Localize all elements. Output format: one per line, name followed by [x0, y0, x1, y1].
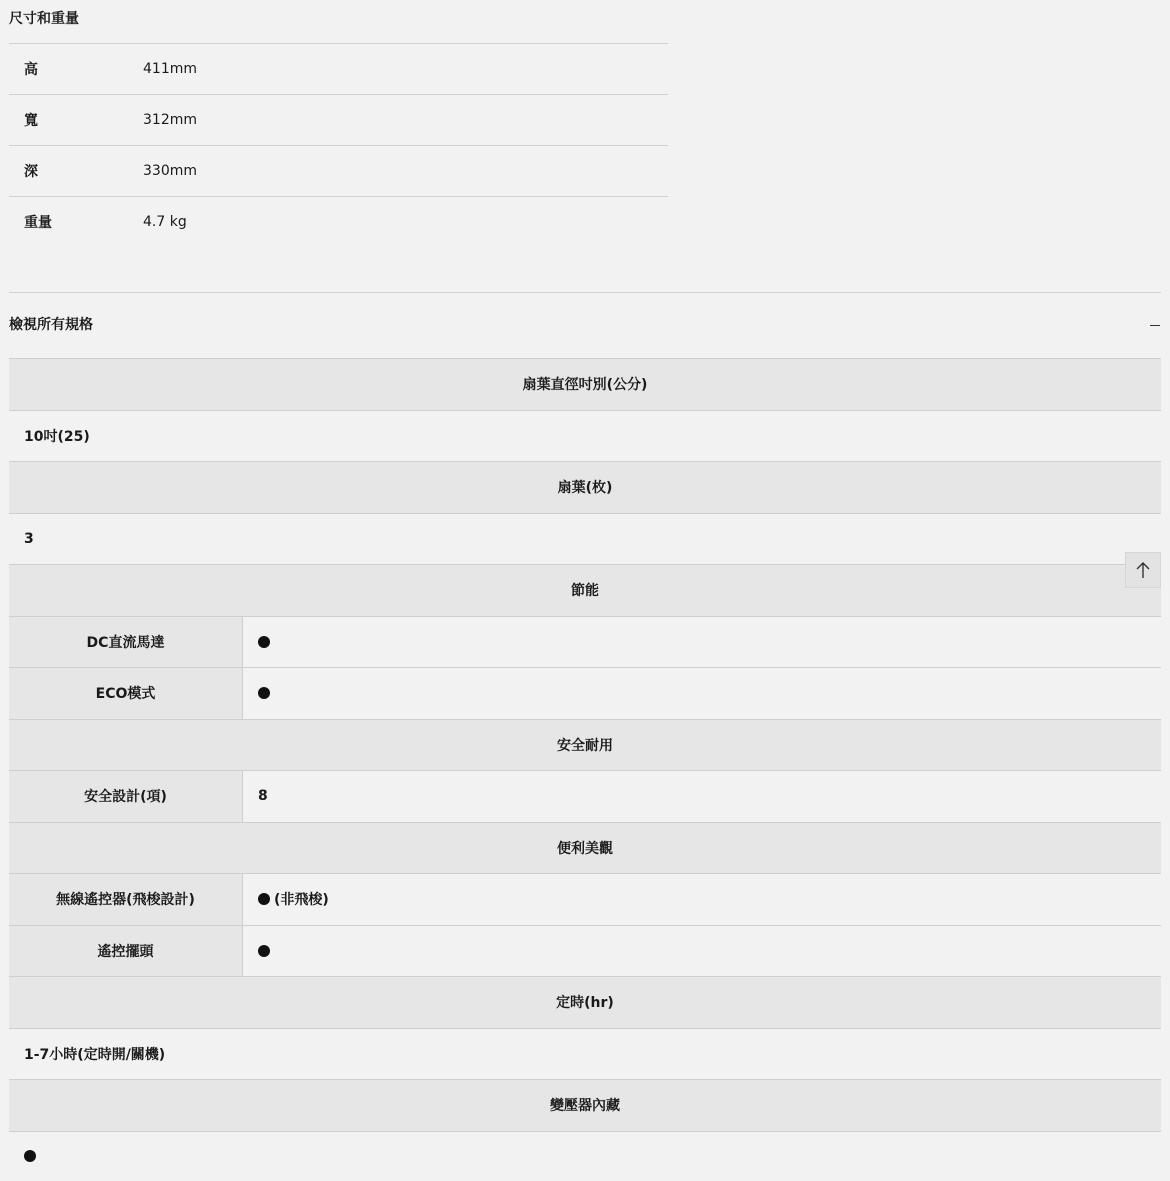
bullet-dot-icon — [258, 893, 270, 905]
dimensions-title: 尺寸和重量 — [9, 11, 79, 27]
spec-section-header: 節能 — [9, 564, 1161, 616]
spec-kv-row — [9, 873, 1161, 925]
spec-label: 遙控擺頭 — [9, 926, 243, 977]
spec-kv-row — [9, 616, 1161, 668]
spec-section-header: 扇葉(枚) — [9, 461, 1161, 513]
all-specs-toggle-label[interactable]: 檢視所有規格 — [9, 317, 93, 333]
spec-value: 8 — [243, 771, 1161, 822]
dimension-row — [9, 145, 668, 196]
dimension-label: 深 — [24, 164, 38, 180]
spec-label: DC直流馬達 — [9, 617, 243, 668]
arrow-up-icon — [1135, 561, 1151, 579]
spec-section-header: 變壓器內藏 — [9, 1079, 1161, 1131]
spec-value-row — [9, 1131, 1161, 1181]
dimension-label: 重量 — [24, 215, 52, 231]
dimension-value: 312mm — [143, 112, 197, 128]
dimension-label: 寬 — [24, 113, 38, 129]
bullet-dot-icon — [258, 687, 270, 699]
spec-value — [243, 874, 1161, 925]
spec-kv-row — [9, 925, 1161, 977]
dimension-row — [9, 196, 668, 247]
spec-label: 無線遙控器(飛梭設計) — [9, 874, 243, 925]
dimension-row — [9, 94, 668, 145]
section-divider — [9, 292, 1161, 293]
minus-icon[interactable] — [1148, 316, 1162, 334]
spec-label: 安全設計(項) — [9, 771, 243, 822]
spec-section-header: 定時(hr) — [9, 976, 1161, 1028]
spec-kv-row — [9, 770, 1161, 822]
spec-value-row: 10吋(25) — [9, 410, 1161, 462]
spec-label: ECO模式 — [9, 668, 243, 719]
bullet-dot-icon — [258, 636, 270, 648]
spec-value-row: 3 — [9, 513, 1161, 565]
back-to-top-button[interactable] — [1125, 552, 1161, 588]
spec-value-row: 1-7小時(定時開/關機) — [9, 1028, 1161, 1080]
spec-section-header: 便利美觀 — [9, 822, 1161, 874]
dimension-label: 高 — [24, 62, 38, 78]
bullet-dot-icon — [24, 1150, 36, 1162]
dimensions-table — [9, 43, 668, 247]
spec-section-header: 扇葉直徑吋別(公分) — [9, 358, 1161, 410]
dimension-value: 330mm — [143, 163, 197, 179]
spec-value — [243, 926, 1161, 977]
spec-table — [9, 358, 1161, 1181]
spec-kv-row — [9, 667, 1161, 719]
dimension-value: 4.7 kg — [143, 214, 187, 230]
spec-value — [243, 617, 1161, 668]
spec-value-note: (非飛梭) — [274, 892, 329, 909]
bullet-dot-icon — [258, 945, 270, 957]
dimension-row — [9, 43, 668, 94]
spec-value — [243, 668, 1161, 719]
spec-section-header: 安全耐用 — [9, 719, 1161, 771]
dimension-value: 411mm — [143, 61, 197, 77]
